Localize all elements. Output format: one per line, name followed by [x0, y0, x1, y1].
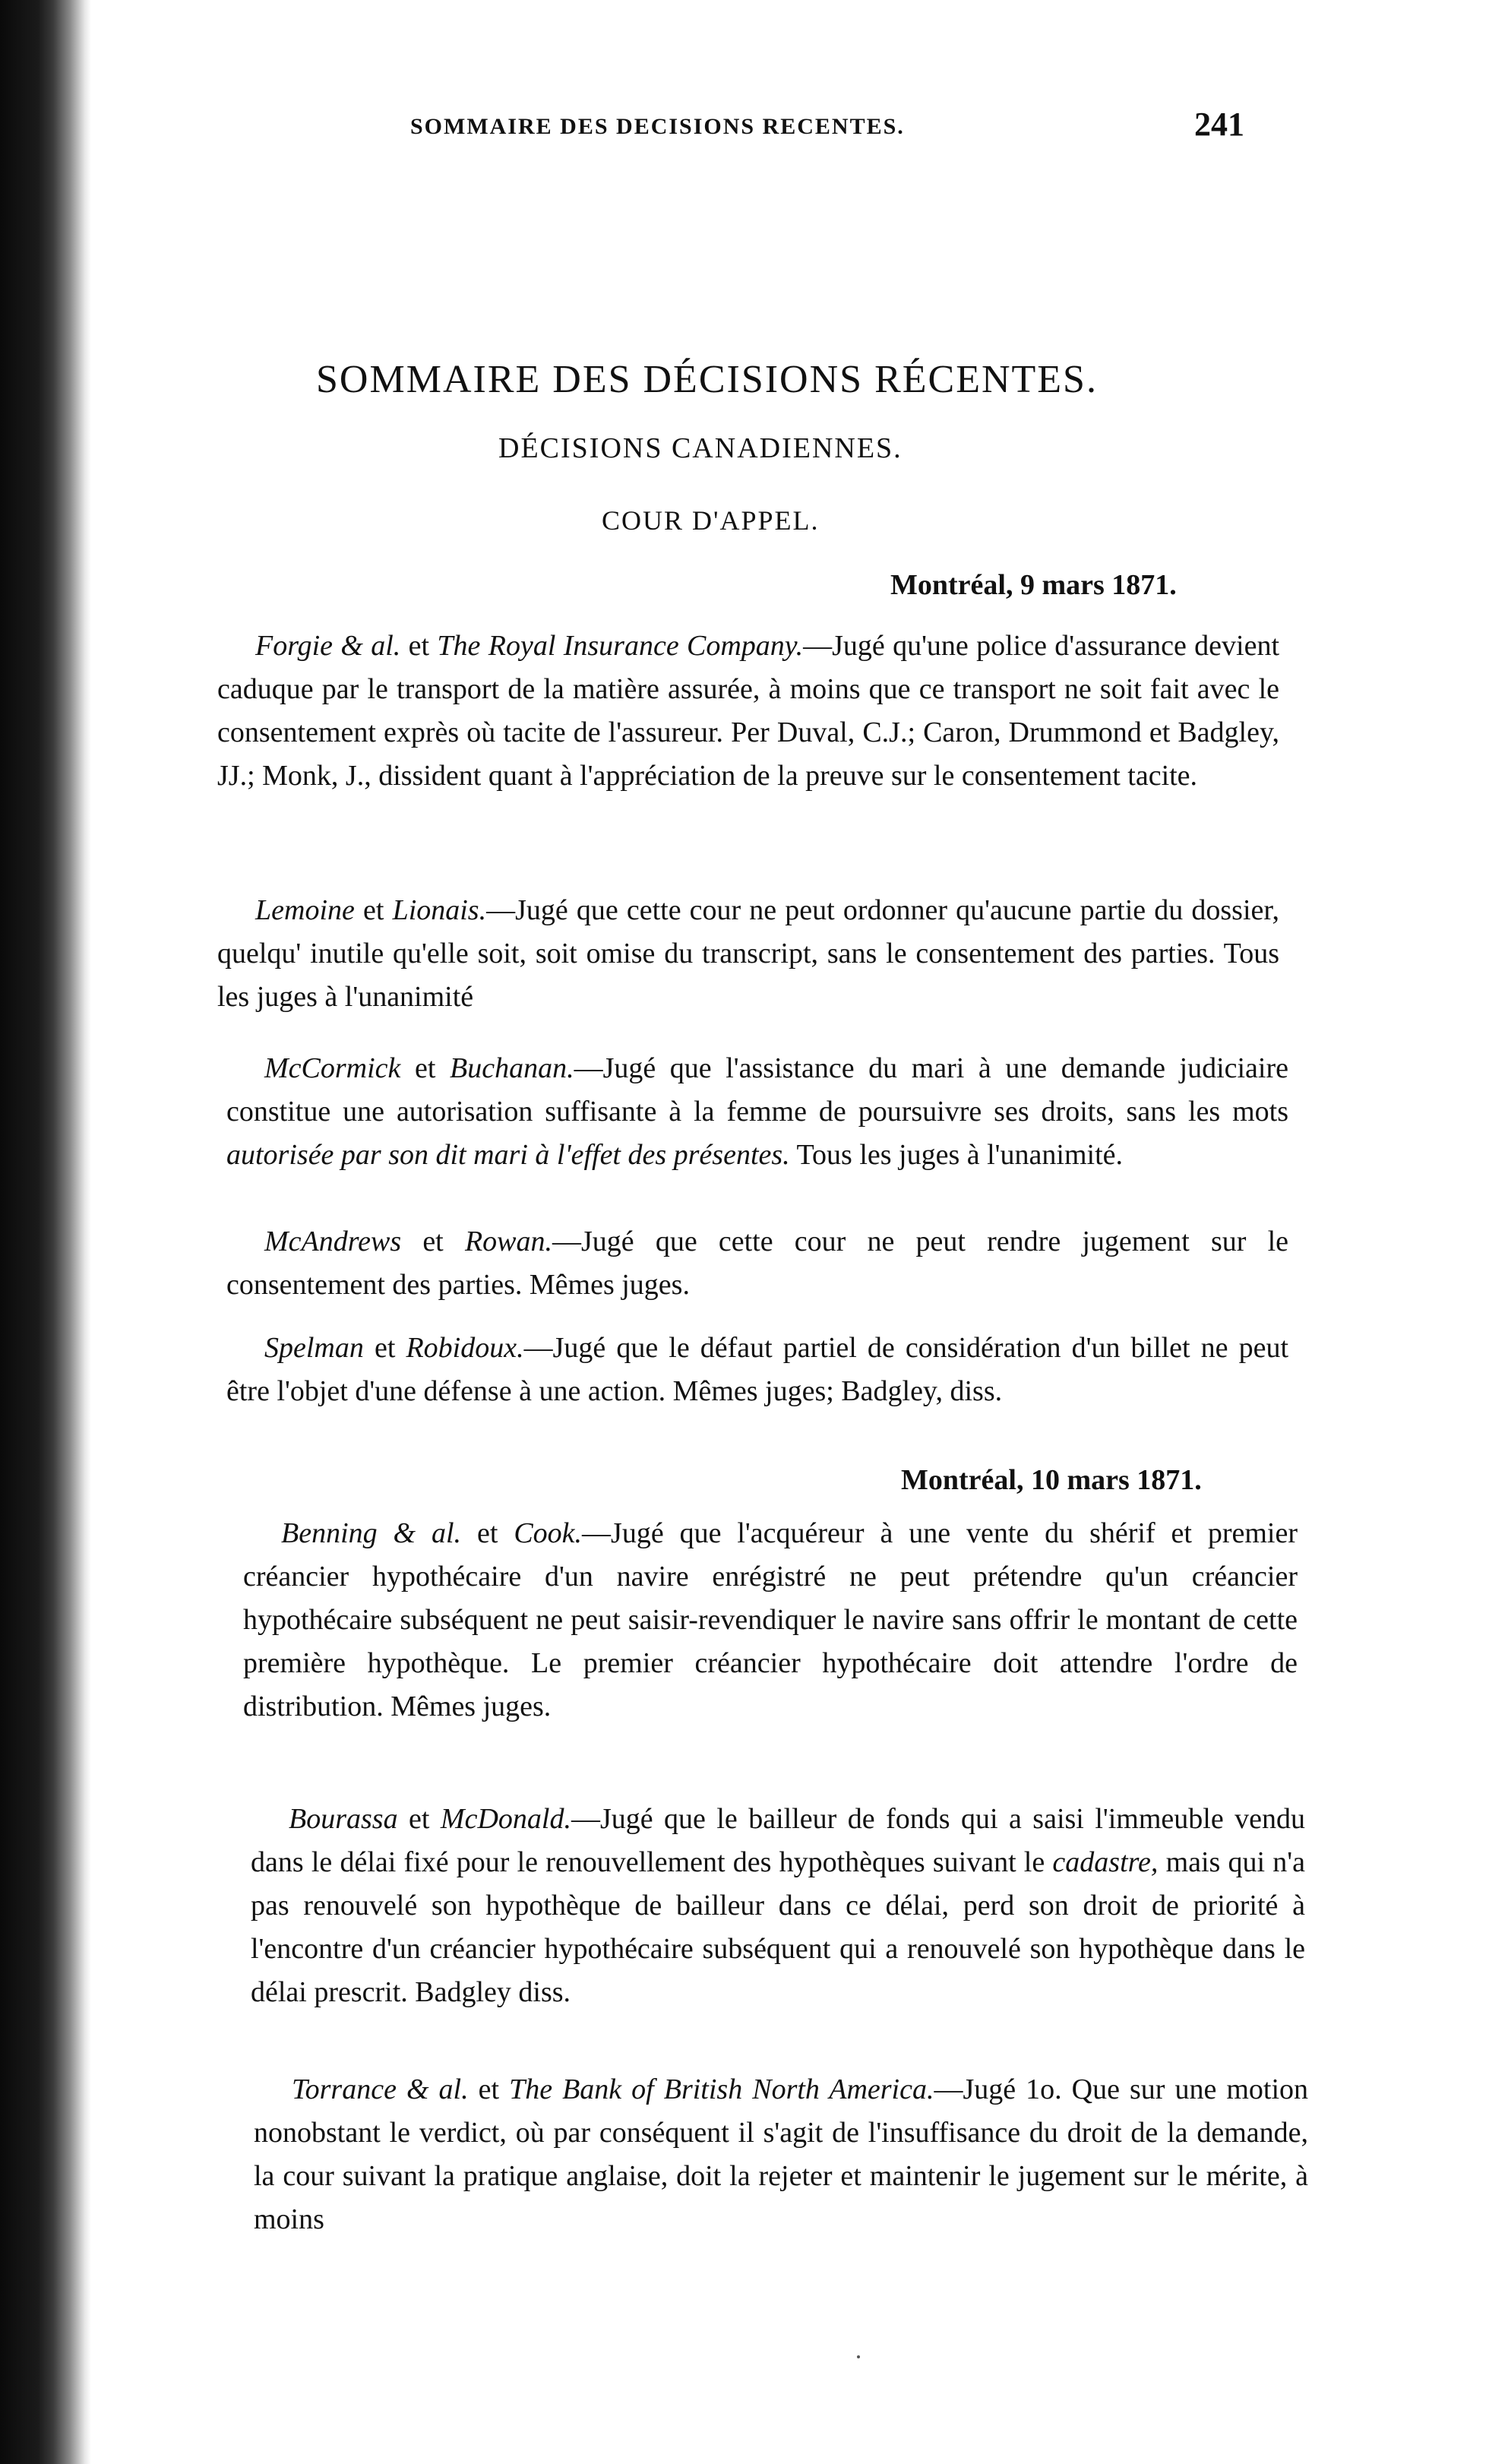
party-joiner: et — [408, 630, 430, 662]
section-title: SOMMAIRE DES DÉCISIONS RÉCENTES. — [316, 358, 1098, 401]
party-name: Lionais. — [392, 894, 487, 926]
decision-text: —Jugé que le bailleur de fonds qui a saisi l'immeuble vendu dans le délai fixé pour le renouvellement des hypothèques suivant le — [251, 1803, 1305, 1878]
party-joiner: et — [476, 1517, 498, 1549]
party-name: McDonald. — [440, 1803, 571, 1835]
decision-entry — [243, 1512, 1298, 1729]
party-joiner: et — [409, 1803, 430, 1835]
print-speck — [857, 2355, 860, 2358]
court-heading: COUR D'APPEL. — [602, 505, 820, 536]
decision-entry — [226, 1327, 1288, 1413]
party-name: Robidoux. — [406, 1332, 524, 1364]
decision-text: —Jugé 1o. Que sur une motion nonobstant le verdict, où par conséquent il s'agit de l'insuffisance du droit de la demande, la cour suivant la pratique anglaise, doit la rejeter et maintenir le jugement sur le mérite, à moins — [254, 2073, 1308, 2235]
decision-text: mais qui n'a pas renouvelé son hypothèque de bailleur dans ce délai, perd son droit de priorité à l'encontre d'un créancier hypothécaire subséquent qui a renouvelé son hypothèque dans le délai prescrit. Badgley diss. — [251, 1846, 1305, 2008]
page-number: 241 — [1194, 106, 1244, 143]
decision-text-italic: autorisée par son dit mari à l'effet des présentes. — [226, 1139, 790, 1171]
party-name: Spelman — [264, 1332, 364, 1364]
decision-text: —Jugé qu'une police d'assurance devient caduque par le transport de la matière assurée, à moins que ce transport ne soit fait avec le consentement exprès où tacite de l'assureur. Per Duval, C.J.; Caron, Drummond et Badgley, JJ.; Monk, J., dissident quant à l'appréciation de la preuve sur le consentement tacite. — [217, 630, 1280, 792]
section-subtitle: DÉCISIONS CANADIENNES. — [498, 432, 903, 464]
party-joiner: et — [374, 1332, 396, 1364]
date-line: Montréal, 9 mars 1871. — [890, 569, 1177, 601]
party-name: McAndrews — [264, 1226, 402, 1257]
party-name: Lemoine — [255, 894, 355, 926]
party-name: The Bank of British North America. — [509, 2073, 934, 2105]
decision-text: —Jugé que l'acquéreur à une vente du shérif et premier créancier hypothécaire d'un navire enrégistré ne peut prétendre qu'un créancier hypothécaire subséquent ne peut saisir-revendiquer le navire sans offrir le montant de cette première hypothèque. Le premier créancier hypothécaire doit attendre l'ordre de distribution. Mêmes juges. — [243, 1517, 1298, 1722]
decision-entry — [226, 1047, 1288, 1177]
party-joiner: et — [478, 2073, 500, 2105]
decision-entry — [217, 889, 1279, 1019]
decision-text: —Jugé que cette cour ne peut ordonner qu'aucune partie du dossier, quelqu' inutile qu'elle soit, soit omise du transcript, sans le consentement des parties. Tous les juges à l'unanimité — [217, 894, 1280, 1013]
decision-text: —Jugé que le défaut partiel de considération d'un billet ne peut être l'objet d'une défense à une action. Mêmes juges; Badgley, diss. — [226, 1332, 1289, 1407]
decision-entry — [254, 2068, 1308, 2241]
decision-text: —Jugé que l'assistance du mari à une demande judiciaire constitue une autorisation suffisante à la femme de poursuivre ses droits, sans les mots — [226, 1052, 1289, 1128]
decision-text-italic: cadastre, — [1052, 1846, 1159, 1878]
party-name: The Royal Insurance Company. — [437, 630, 804, 662]
decision-text: —Jugé que cette cour ne peut rendre jugement sur le consentement des parties. Mêmes juges. — [226, 1226, 1289, 1301]
party-name: McCormick — [264, 1052, 401, 1084]
page-binding-edge — [0, 0, 91, 2464]
running-head: SOMMAIRE DES DECISIONS RECENTES. — [410, 114, 905, 139]
party-name: Buchanan. — [449, 1052, 574, 1084]
decision-entry — [217, 625, 1279, 798]
party-name: Forgie & al. — [255, 630, 401, 662]
decision-text: Tous les juges à l'unanimité. — [789, 1139, 1123, 1171]
party-joiner: et — [414, 1052, 436, 1084]
party-name: Benning & al. — [281, 1517, 462, 1549]
party-joiner: et — [363, 894, 384, 926]
date-line: Montréal, 10 mars 1871. — [901, 1464, 1202, 1496]
party-joiner: et — [422, 1226, 444, 1257]
party-name: Rowan. — [464, 1226, 552, 1257]
party-name: Cook. — [514, 1517, 583, 1549]
decision-entry — [251, 1798, 1305, 2014]
decision-entry — [226, 1220, 1288, 1307]
party-name: Bourassa — [289, 1803, 398, 1835]
party-name: Torrance & al. — [292, 2073, 469, 2105]
